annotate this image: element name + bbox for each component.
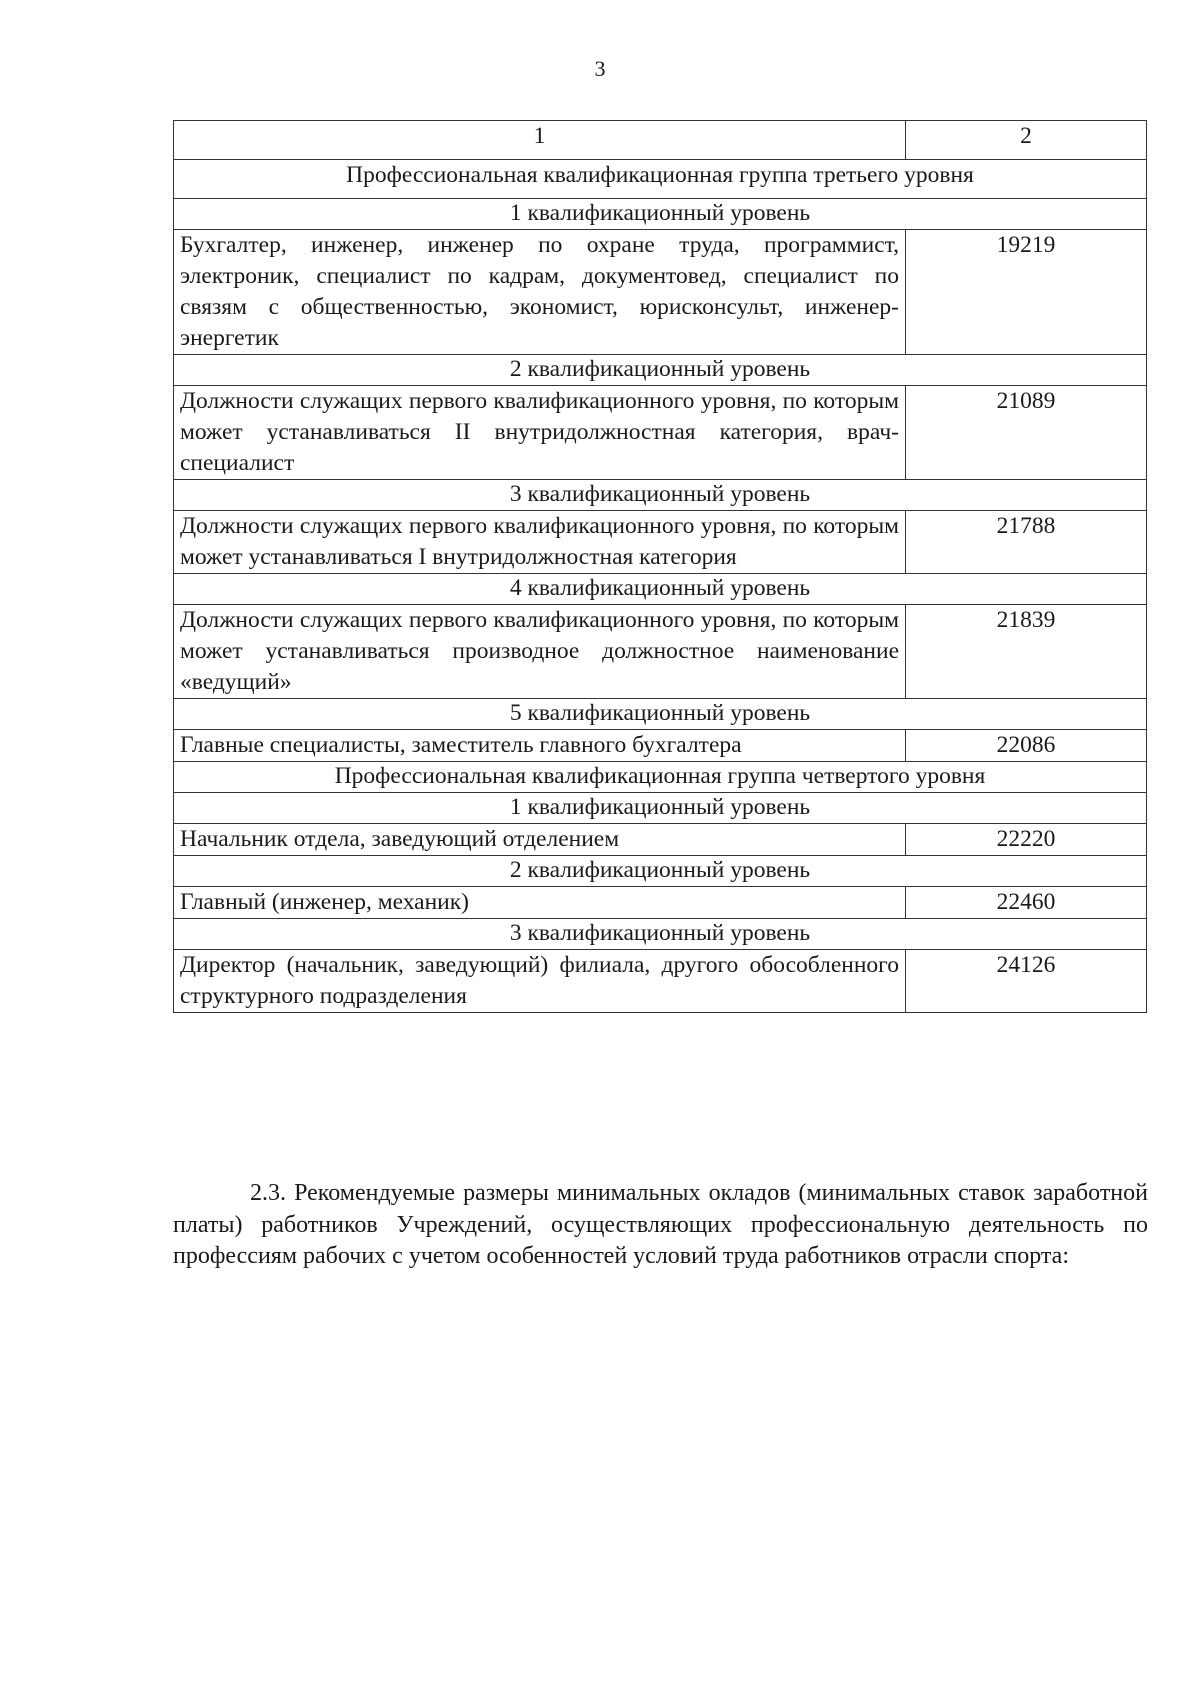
level-row [174, 919, 1147, 950]
position-description: Должности служащих первого квалификационного уровня, по которым может устанавливаться II внутридолжностная категория, врач-специалист [174, 386, 906, 480]
table-row [174, 605, 1147, 699]
table-row [174, 824, 1147, 856]
salary-value: 19219 [906, 230, 1147, 355]
salary-value: 21839 [906, 605, 1147, 699]
level-row [174, 699, 1147, 730]
group-title: Профессиональная квалификационная группа третьего уровня [174, 160, 1147, 199]
salary-value: 24126 [906, 950, 1147, 1013]
salary-value: 22220 [906, 824, 1147, 856]
table-row [174, 730, 1147, 762]
salary-value: 21089 [906, 386, 1147, 480]
position-description: Главный (инженер, механик) [174, 887, 906, 919]
level-title: 3 квалификационный уровень [174, 480, 1147, 511]
position-description: Главные специалисты, заместитель главного бухгалтера [174, 730, 906, 762]
column-header: 2 [906, 121, 1147, 160]
position-description: Бухгалтер, инженер, инженер по охране труда, программист, электроник, специалист по кадрам, документовед, специалист по связям с общественностью, экономист, юрисконсульт, инженер-энергетик [174, 230, 906, 355]
body-paragraph: 2.3. Рекомендуемые размеры минимальных окладов (минимальных ставок заработной платы) работников Учреждений, осуществляющих профессиональную деятельность по профессиям рабочих с учетом особенностей условий труда работников отрасли спорта: [173, 1180, 1148, 1269]
level-title: 5 квалификационный уровень [174, 699, 1147, 730]
level-row [174, 480, 1147, 511]
page-number: 3 [594, 56, 606, 81]
level-row [174, 355, 1147, 386]
salary-value: 22460 [906, 887, 1147, 919]
table-row [174, 511, 1147, 574]
position-description: Должности служащих первого квалификационного уровня, по которым может устанавливаться I внутридолжностная категория [174, 511, 906, 574]
position-description: Должности служащих первого квалификационного уровня, по которым может устанавливаться производное должностное наименование «ведущий» [174, 605, 906, 699]
level-title: 2 квалификационный уровень [174, 355, 1147, 386]
table-header-row [174, 121, 1147, 160]
group-row [174, 160, 1147, 199]
table-row [174, 230, 1147, 355]
level-title: 2 квалификационный уровень [174, 856, 1147, 887]
salary-value: 22086 [906, 730, 1147, 762]
level-title: 4 квалификационный уровень [174, 574, 1147, 605]
level-row [174, 199, 1147, 230]
salary-value: 21788 [906, 511, 1147, 574]
table-row [174, 887, 1147, 919]
level-row [174, 574, 1147, 605]
table-row [174, 950, 1147, 1013]
level-title: 3 квалификационный уровень [174, 919, 1147, 950]
table-row [174, 386, 1147, 480]
position-description: Начальник отдела, заведующий отделением [174, 824, 906, 856]
level-title: 1 квалификационный уровень [174, 199, 1147, 230]
group-title: Профессиональная квалификационная группа четвертого уровня [174, 762, 1147, 793]
level-title: 1 квалификационный уровень [174, 793, 1147, 824]
column-header: 1 [174, 121, 906, 160]
salary-table [173, 120, 1147, 1013]
level-row [174, 793, 1147, 824]
position-description: Директор (начальник, заведующий) филиала, другого обособленного структурного подразделения [174, 950, 906, 1013]
group-row [174, 762, 1147, 793]
level-row [174, 856, 1147, 887]
